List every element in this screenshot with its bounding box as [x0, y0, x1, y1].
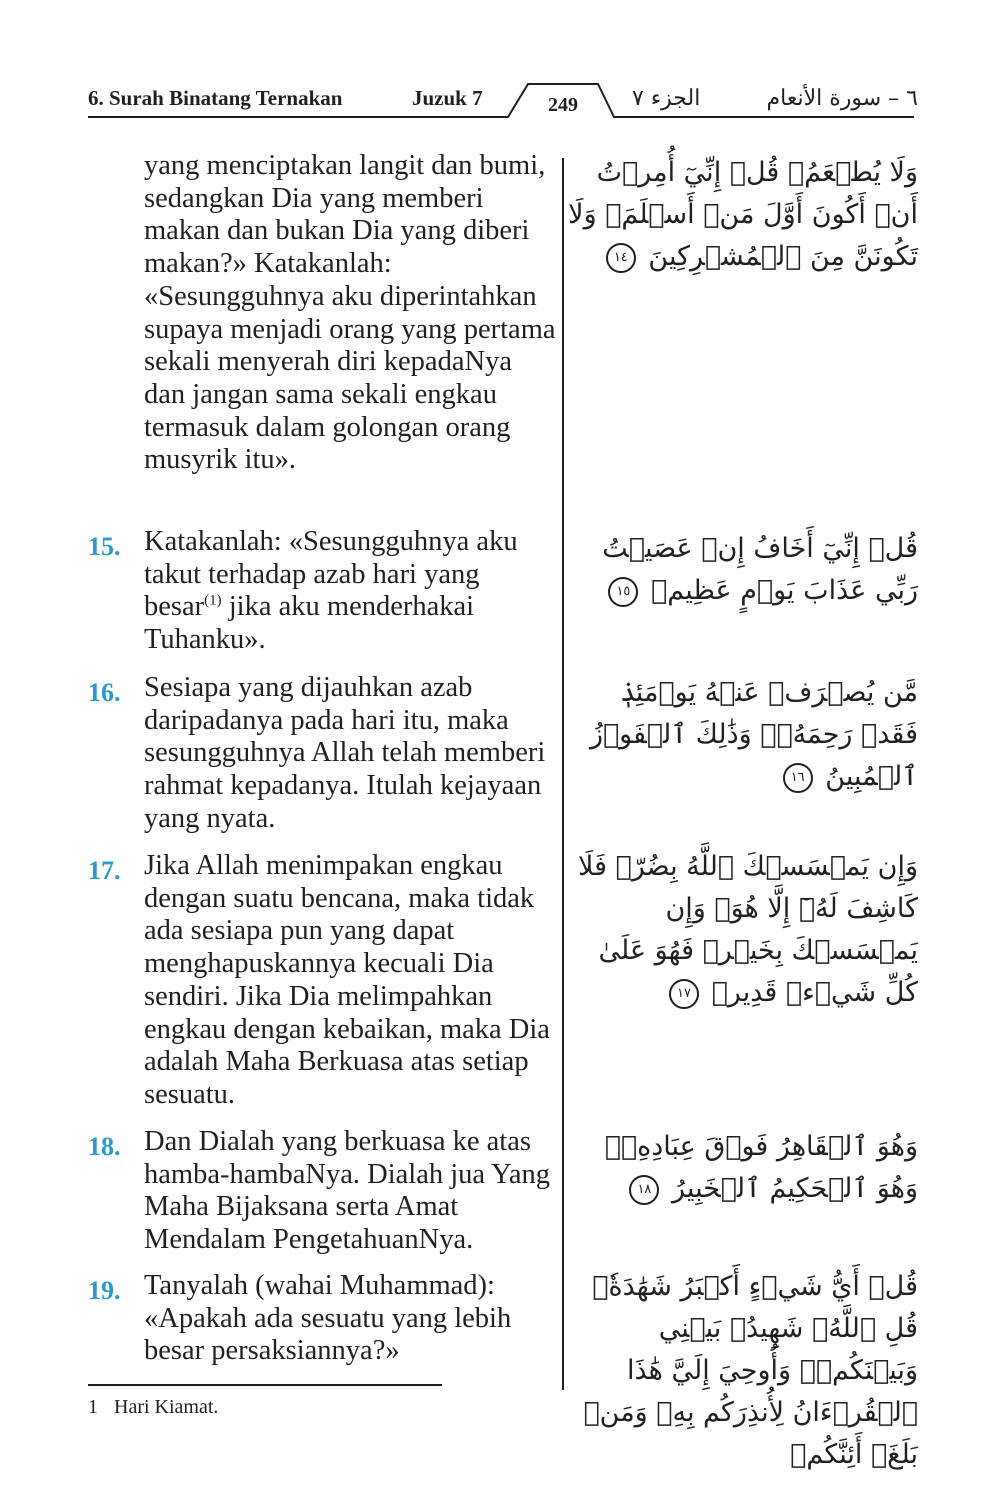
arabic-text: وَلَا يُطۡعَمُۗ قُلۡ إِنِّيٓ أُمِرۡتُ أَنۡ أَكُونَ أَوَّلَ مَنۡ أَسۡلَمَۖ وَلَا تَكُونَنَّ مِنَ ٱلۡمُشۡرِكِينَ: [568, 157, 918, 272]
verse-18-arabic: [568, 1126, 918, 1210]
verse-17-arabic: [568, 846, 918, 1014]
ayah-number-marker: ١٨: [629, 1175, 659, 1205]
column-divider: [562, 158, 564, 1390]
verse-15-arabic: [568, 528, 918, 612]
verse-text: yang menciptakan langit dan bumi, sedangkan Dia yang memberi makan dan bukan Dia yang diberi makan?» Katakanlah: «Sesungguhnya aku diperintahkan supaya menjadi orang yang pertama sekali menyerah diri kepadaNya dan jangan sama sekali engkau termasuk dalam golongan orang musyrik itu».: [144, 150, 556, 476]
verse-14-arabic: [568, 152, 918, 278]
verse-number: 17.: [88, 856, 121, 885]
surah-title: 6. Surah Binatang Ternakan: [88, 86, 343, 110]
arabic-juz-label: الجزء ٧: [632, 86, 701, 111]
arabic-text: قُلۡ إِنِّيٓ أَخَافُ إِنۡ عَصَيۡتُ رَبِّي عَذَابَ يَوۡمٍ عَظِيمٖ: [602, 533, 918, 606]
verse-text: Dan Dialah yang berkuasa ke atas hamba-hambaNya. Dialah jua Yang Maha Bijaksana serta Amat Mendalam PengetahuanNya.: [144, 1126, 551, 1256]
verse-number: 18.: [88, 1132, 121, 1161]
verse-text: Sesiapa yang dijauhkan azab daripadanya pada hari itu, maka sesungguhnya Allah telah memberi rahmat kepadanya. Itulah kejayaan yang nyata.: [144, 672, 546, 834]
arabic-text: قُلۡ أَيُّ شَيۡءٍ أَكۡبَرُ شَهَٰدَةٗۖ قُلِ ٱللَّهُۖ شَهِيدُۢ بَيۡنِي وَبَيۡنَكُمۡۚ وَأُوحِيَ إِلَيَّ هَٰذَا ٱلۡقُرۡءَانُ لِأُنذِرَكُم بِهِۦ وَمَنۢ بَلَغَۚ أَئِنَّكُمۡ: [583, 1271, 918, 1470]
verse-19-arabic: [568, 1266, 918, 1476]
footnote-number: 1: [88, 1396, 98, 1418]
verse-number: 16.: [88, 678, 121, 707]
verse-number: 19.: [88, 1276, 121, 1305]
ayah-number-marker: ١٧: [669, 979, 699, 1009]
arabic-surah-title: ٦ – سورة الأنعام: [766, 86, 918, 111]
verse-16-arabic: [568, 672, 918, 798]
footnote-text: Hari Kiamat.: [114, 1396, 219, 1418]
verse-text: Katakanlah: «Sesungguhnya aku takut terhadap azab hari yang besar$^{(1)}$ jika aku menderhakai Tuhanku».: [144, 526, 518, 656]
verse-text: Jika Allah menimpakan engkau dengan suatu bencana, maka tidak ada sesiapa pun yang dapat menghapuskannya kecuali Dia sendiri. Jika Dia melimpahkan engkau dengan kebaikan, maka Dia adalah Maha Berkuasa atas setiap sesuatu.: [144, 850, 550, 1110]
page-number: 249: [548, 94, 578, 116]
ayah-number-marker: ١٦: [783, 763, 813, 793]
header-rule: [0, 0, 1000, 130]
verse-number: 15.: [88, 532, 121, 561]
footnote: [88, 1396, 218, 1419]
footnote-reference: (1): [204, 592, 222, 609]
juzuk-label: Juzuk 7: [412, 86, 483, 110]
footnote-rule: [88, 1384, 442, 1386]
verse-text: Tanyalah (wahai Muhammad): «Apakah ada sesuatu yang lebih besar persaksiannya?»: [144, 1270, 512, 1367]
ayah-number-marker: ١٤: [606, 243, 636, 273]
arabic-text: وَإِن يَمۡسَسۡكَ ٱللَّهُ بِضُرّٖ فَلَا كَاشِفَ لَهُۥٓ إِلَّا هُوَۖ وَإِن يَمۡسَسۡكَ بِخَيۡرٖ فَهُوَ عَلَىٰ كُلِّ شَيۡءٖ قَدِيرٞ: [577, 851, 918, 1008]
arabic-text: مَّن يُصۡرَفۡ عَنۡهُ يَوۡمَئِذٖ فَقَدۡ رَحِمَهُۥۚ وَذَٰلِكَ ٱلۡفَوۡزُ ٱلۡمُبِينُ: [589, 677, 918, 792]
ayah-number-marker: ١٥: [608, 577, 638, 607]
arabic-text: وَهُوَ ٱلۡقَاهِرُ فَوۡقَ عِبَادِهِۦۚ وَهُوَ ٱلۡحَكِيمُ ٱلۡخَبِيرُ: [604, 1131, 918, 1204]
